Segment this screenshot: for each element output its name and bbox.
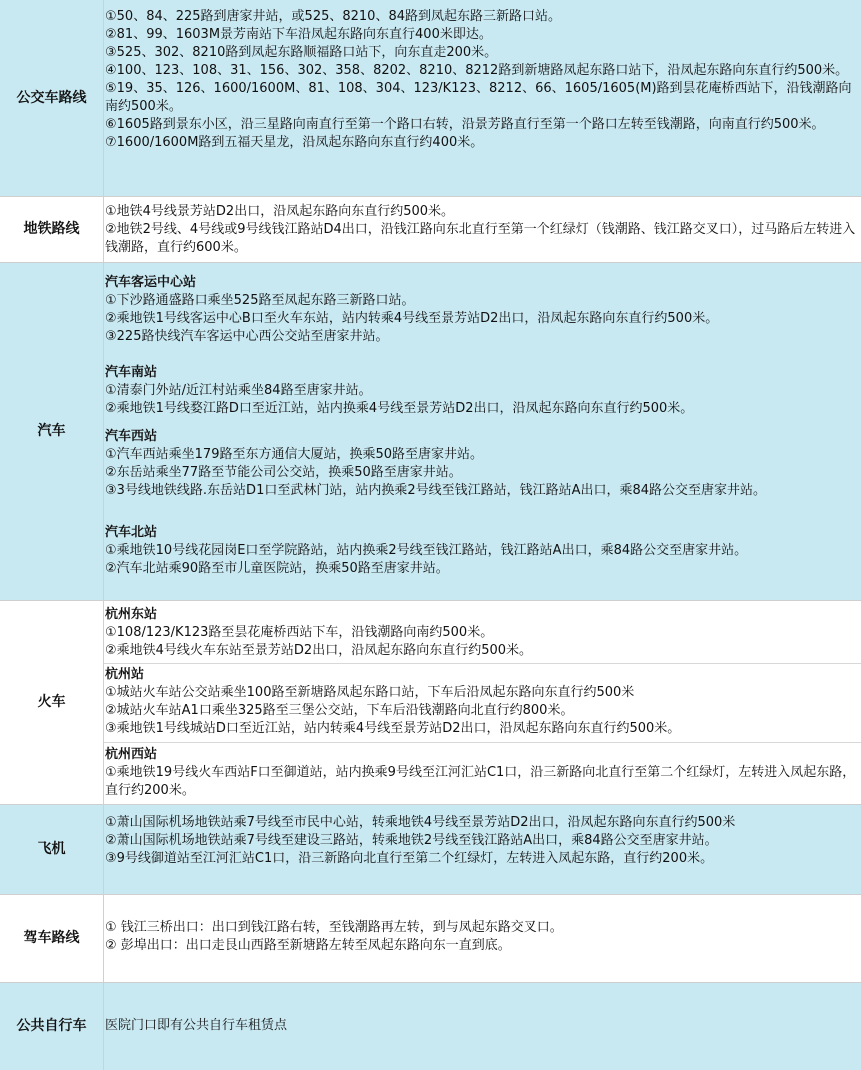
- divider: [0, 982, 861, 983]
- column-divider: [103, 0, 104, 1070]
- train-line: ③乘地铁1号线城站D口至近江站，站内转乘4号线至景芳站D2出口，沿凤起东路向东直行约500米。: [105, 721, 681, 736]
- coach-group-title: 汽车北站: [105, 525, 158, 540]
- coach-content: [103, 274, 857, 346]
- coach-line: ③225路快线汽车客运中心西公交站至唐家井站。: [105, 329, 389, 344]
- row-coach: [0, 262, 861, 600]
- train-line: ②乘地铁4号线火车东站至景芳站D2出口，沿凤起东路向东直行约500米。: [105, 643, 533, 658]
- drive-content: [103, 919, 857, 955]
- row-label-drive: 驾车路线: [23, 930, 80, 946]
- bus-line: ⑦1600/1600M路到五福天星龙，沿凤起东路向东直行约400米。: [105, 135, 484, 150]
- bus-line: ⑥1605路到景东小区，沿三星路向南直行至第一个路口右转，沿景芳路直行至第一个路口左转至钱潮路，向南直行约500米。: [105, 117, 825, 132]
- coach-content: [103, 428, 857, 500]
- divider: [0, 894, 861, 895]
- divider: [103, 742, 861, 743]
- row-metro: [0, 196, 861, 262]
- bus-line: ④100、123、108、31、156、302、358、8202、8210、8212路到新塘路凤起东路口站下，沿凤起东路向东直行约500米。: [105, 63, 849, 78]
- train-group-title: 杭州东站: [105, 607, 158, 622]
- bus-line: ⑤19、35、126、1600/1600M、81、108、304、123/K123、8212、66、1605/1605(M)路到昙花庵桥西站下，沿钱潮路向南约500米。: [105, 81, 852, 114]
- coach-group-title: 汽车西站: [105, 429, 158, 444]
- train-line: ①108/123/K123路至昙花庵桥西站下车，沿钱潮路向南约500米。: [105, 625, 494, 640]
- row-bus: [0, 0, 861, 196]
- plane-line: ②萧山国际机场地铁站乘7号线至建设三路站，转乘地铁2号线至钱江路站A出口，乘84路公交至唐家井站。: [105, 833, 718, 848]
- coach-content: [103, 524, 857, 578]
- plane-line: ③9号线御道站至江河汇站C1口，沿三新路向北直行至第二个红绿灯，左转进入凤起东路，直行约200米。: [105, 851, 714, 866]
- row-label-metro: 地铁路线: [23, 221, 80, 237]
- coach-line: ②乘地铁1号线客运中心B口至火车东站，站内转乘4号线至景芳站D2出口，沿凤起东路向东直行约500米。: [105, 311, 719, 326]
- bike-content: [103, 1017, 857, 1035]
- divider: [0, 196, 861, 197]
- divider: [0, 262, 861, 263]
- train-group-title: 杭州西站: [105, 747, 158, 762]
- coach-line: ②汽车北站乘90路至市儿童医院站，换乘50路至唐家井站。: [105, 561, 449, 576]
- plane-line: ①萧山国际机场地铁站乘7号线至市民中心站，转乘地铁4号线至景芳站D2出口，沿凤起东路向东直行约500米: [105, 815, 736, 830]
- metro-line: ①地铁4号线景芳站D2出口，沿凤起东路向东直行约500米。: [105, 204, 455, 219]
- metro-line: ②地铁2号线、4号线或9号线钱江路站D4出口，沿钱江路向东北直行至第一个红绿灯（钱潮路、钱江路交叉口），过马路后左转进入钱潮路，直行约600米。: [105, 222, 856, 255]
- train-line: ②城站火车站A1口乘坐325路至三堡公交站，下车后沿钱潮路向北直行约800米。: [105, 703, 574, 718]
- coach-line: ①清泰门外站/近江村站乘坐84路至唐家井站。: [105, 383, 372, 398]
- divider: [0, 600, 861, 601]
- coach-line: ②乘地铁1号线婺江路D口至近江站，站内换乘4号线至景芳站D2出口，沿凤起东路向东直行约500米。: [105, 401, 694, 416]
- divider: [0, 804, 861, 805]
- coach-group-title: 汽车南站: [105, 365, 158, 380]
- coach-group-title: 汽车客运中心站: [105, 275, 197, 290]
- drive-line: ② 彭埠出口：出口走艮山西路至新塘路左转至凤起东路向东一直到底。: [105, 938, 511, 953]
- row-label-bus: 公交车路线: [16, 90, 87, 106]
- row-plane: [0, 804, 861, 894]
- bus-content: [103, 8, 857, 152]
- coach-line: ③3号线地铁线路.东岳站D1口至武林门站，站内换乘2号线至钱江路站，钱江路站A出口，乘84路公交至唐家井站。: [105, 483, 767, 498]
- row-label-train: 火车: [37, 694, 66, 710]
- coach-content: [103, 364, 857, 418]
- row-bike: [0, 982, 861, 1070]
- bike-text: 医院门口即有公共自行车租赁点: [105, 1018, 288, 1033]
- bus-line: ①50、84、225路到唐家井站，或525、8210、84路到凤起东路三新路口站。: [105, 9, 561, 24]
- train-content: [103, 606, 857, 660]
- bus-line: ③525、302、8210路到凤起东路顺福路口站下，向东直走200米。: [105, 45, 498, 60]
- plane-content: [103, 814, 857, 868]
- coach-line: ②东岳站乘坐77路至节能公司公交站，换乘50路至唐家井站。: [105, 465, 462, 480]
- row-label-coach: 汽车: [37, 423, 66, 439]
- row-label-bike: 公共自行车: [16, 1018, 87, 1034]
- train-group-title: 杭州站: [105, 667, 145, 682]
- drive-line: ① 钱江三桥出口：出口到钱江路右转，至钱潮路再左转，到与凤起东路交叉口。: [105, 920, 563, 935]
- train-line: ①乘地铁19号线火车西站F口至御道站，站内换乘9号线至江河汇站C1口，沿三新路向北直行至第二个红绿灯，左转进入凤起东路，直行约200米。: [105, 765, 856, 798]
- metro-content: [103, 203, 857, 257]
- divider: [103, 663, 861, 664]
- coach-line: ①乘地铁10号线花园岗E口至学院路站，站内换乘2号线至钱江路站，钱江路站A出口，乘84路公交至唐家井站。: [105, 543, 748, 558]
- coach-line: ①汽车西站乘坐179路至东方通信大厦站，换乘50路至唐家井站。: [105, 447, 484, 462]
- row-train: [0, 600, 861, 804]
- coach-line: ①下沙路通盛路口乘坐525路至凤起东路三新路口站。: [105, 293, 415, 308]
- train-content: [103, 746, 857, 800]
- bus-line: ②81、99、1603M景芳南站下车沿凤起东路向东直行400米即达。: [105, 27, 492, 42]
- row-label-plane: 飞机: [37, 841, 66, 857]
- train-content: [103, 666, 857, 738]
- train-line: ①城站火车站公交站乘坐100路至新塘路凤起东路口站，下车后沿凤起东路向东直行约500米: [105, 685, 635, 700]
- row-drive: [0, 894, 861, 982]
